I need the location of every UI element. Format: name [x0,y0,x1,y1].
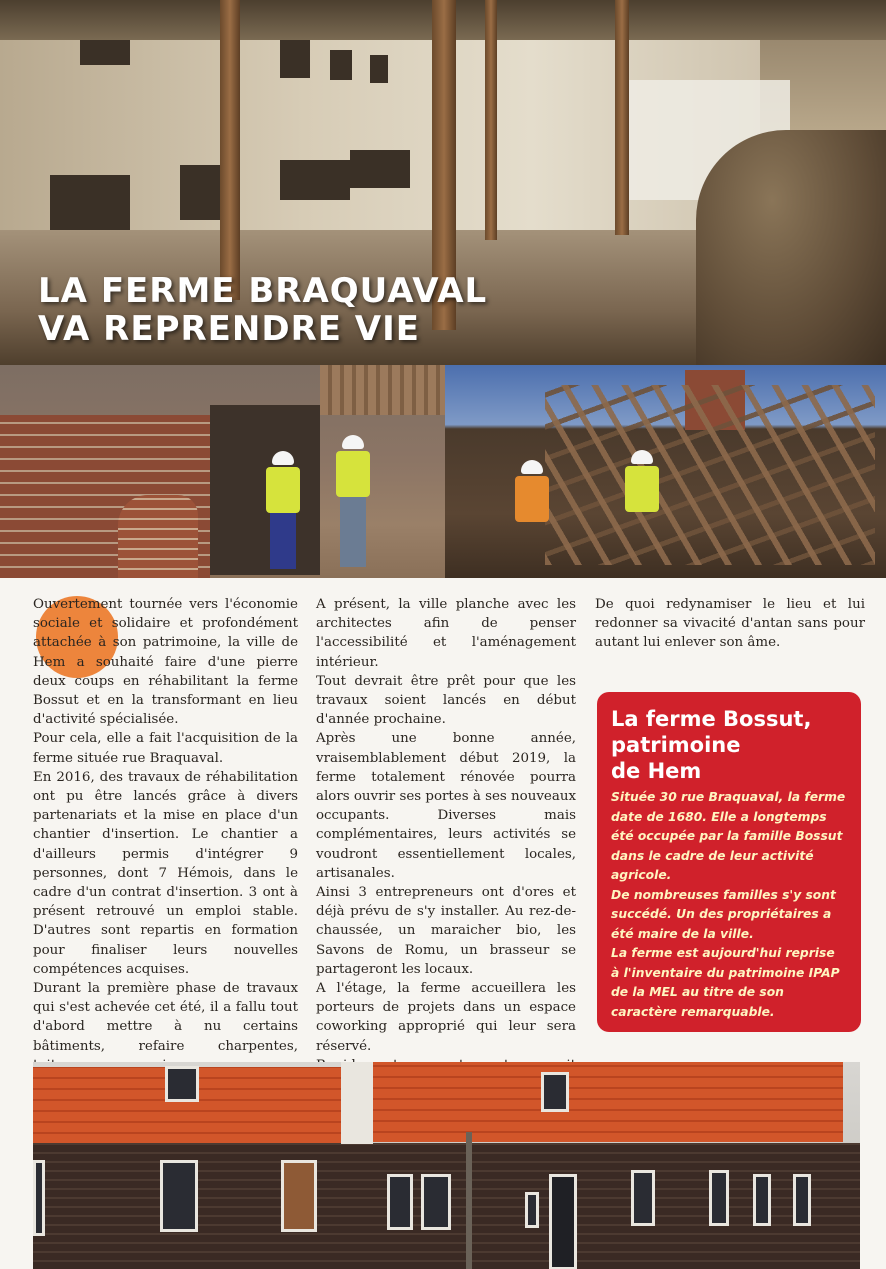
photo-farm-exterior [33,1062,860,1269]
window [525,1192,539,1228]
paragraph: Après une bonne année, vraisemblablement début 2019, la ferme totalement rénovée pourra alors ouvrir ses portes à ses nouveaux occupants. Diverses mais complémentaires, leurs activités se voudront essentiellement locales, artisanales. [316,731,576,881]
doorway [210,405,320,575]
info-box-ferme-bossut [597,692,861,1032]
info-box-title-line: La ferme Bossut, [611,707,812,731]
title-line-1: LA FERME BRAQUAVAL [38,271,488,311]
window [753,1174,771,1226]
info-box-body [611,788,847,1022]
article-column-2 [316,595,576,1094]
hero-photo-barn-interior [0,0,886,365]
article-column-1 [33,595,298,1075]
info-box-title-line: patrimoine [611,733,741,757]
article-column-3 [595,595,865,653]
wall-opening [180,165,225,220]
wooden-pillar [615,0,629,235]
high-window [330,50,352,80]
worker-figure [625,450,659,512]
window [793,1174,811,1226]
dormer-window [541,1072,569,1112]
wall-opening [280,160,350,200]
dormer-window [165,1066,199,1102]
paragraph: Ouvertement tournée vers l'économie sociale et solidaire et profondément attachée à son patrimoine, la ville de Hem a souhaité faire d'une pierre deux coups en réhabilitant la ferme Bossut et en la transformant en lieu d'activité spécialisée. [33,597,298,728]
wooden-pillar [220,0,240,300]
info-box-paragraph: La ferme est aujourd'hui reprise à l'inventaire du patrimoine IPAP de la MEL au titre de son caractère remarquable. [611,946,840,1019]
window [709,1170,729,1226]
high-window [80,40,130,65]
white-panel [341,1062,373,1144]
window [160,1160,198,1232]
high-window [280,40,310,78]
utility-pole [466,1132,472,1269]
worker-figure [515,460,549,522]
info-box-paragraph: Située 30 rue Braquaval, la ferme date de 1680. Elle a longtemps été occupée par la famille Bossut dans le cadre de leur activité agricole. [611,790,846,882]
window [33,1160,45,1236]
worker-figure [266,451,300,569]
tiled-roof [320,365,450,415]
tiled-roof [373,1062,843,1142]
paragraph: Ainsi 3 entrepreneurs ont d'ores et déjà prévu de s'y installer. Au rez-de-chaussée, un maraicher bio, les Savons de Romu, un brasseur se partageront les locaux. [316,885,576,977]
paragraph: En 2016, des travaux de réhabilitation ont pu être lancés grâce à divers partenariats et la mise en place d'un chantier d'insertion. Le chantier a d'ailleurs permis d'intégrer 9 personnes, dont 7 Hémois, dans le cadre d'un contrat d'insertion. 3 ont à présent retrouvé un emploi stable. D'autres sont repartis en formation pour finaliser leurs nouvelles compétences acquises. [33,769,298,977]
window [421,1174,451,1230]
brick-silo [696,130,886,365]
photo-roof-framework [445,365,886,578]
high-window [370,55,388,83]
paragraph: Tout devrait être prêt pour que les travaux soient lancés en début d'année prochaine. [316,673,576,728]
info-box-title [611,706,847,784]
info-box-title-line: de Hem [611,759,702,783]
paragraph: Pour cela, elle a fait l'acquisition de la ferme située rue Braquaval. [33,731,298,766]
window [631,1170,655,1226]
window [281,1160,317,1232]
worker-figure [336,435,370,567]
page-title [38,272,487,348]
brick-pile [118,495,198,578]
photo-workers [0,365,445,578]
paragraph: Durant la première phase de travaux qui s'est achevée cet été, il a fallu tout d'abord mettre à nu certains bâtiments, refaire charpentes, [33,981,298,1054]
paragraph: De quoi redynamiser le lieu et lui redonner sa vivacité d'antan sans pour autant lui enlever son âme. [595,597,865,651]
info-box-paragraph: De nombreuses familles s'y sont succédé. Un des propriétaires a été maire de la ville. [611,887,836,941]
door [549,1174,577,1269]
wall-opening [350,150,410,188]
wooden-pillar [485,0,497,240]
paragraph: A l'étage, la ferme accueillera les porteurs de projets dans un espace coworking approprié qui leur sera réservé. [316,981,576,1054]
window [387,1174,413,1230]
construction-photos [0,365,886,578]
paragraph: A présent, la ville planche avec les architectes afin de penser l'accessibilité et l'aménagement intérieur. [316,597,576,670]
title-line-2: VA REPRENDRE VIE [38,309,420,349]
roof-framework [545,385,875,565]
